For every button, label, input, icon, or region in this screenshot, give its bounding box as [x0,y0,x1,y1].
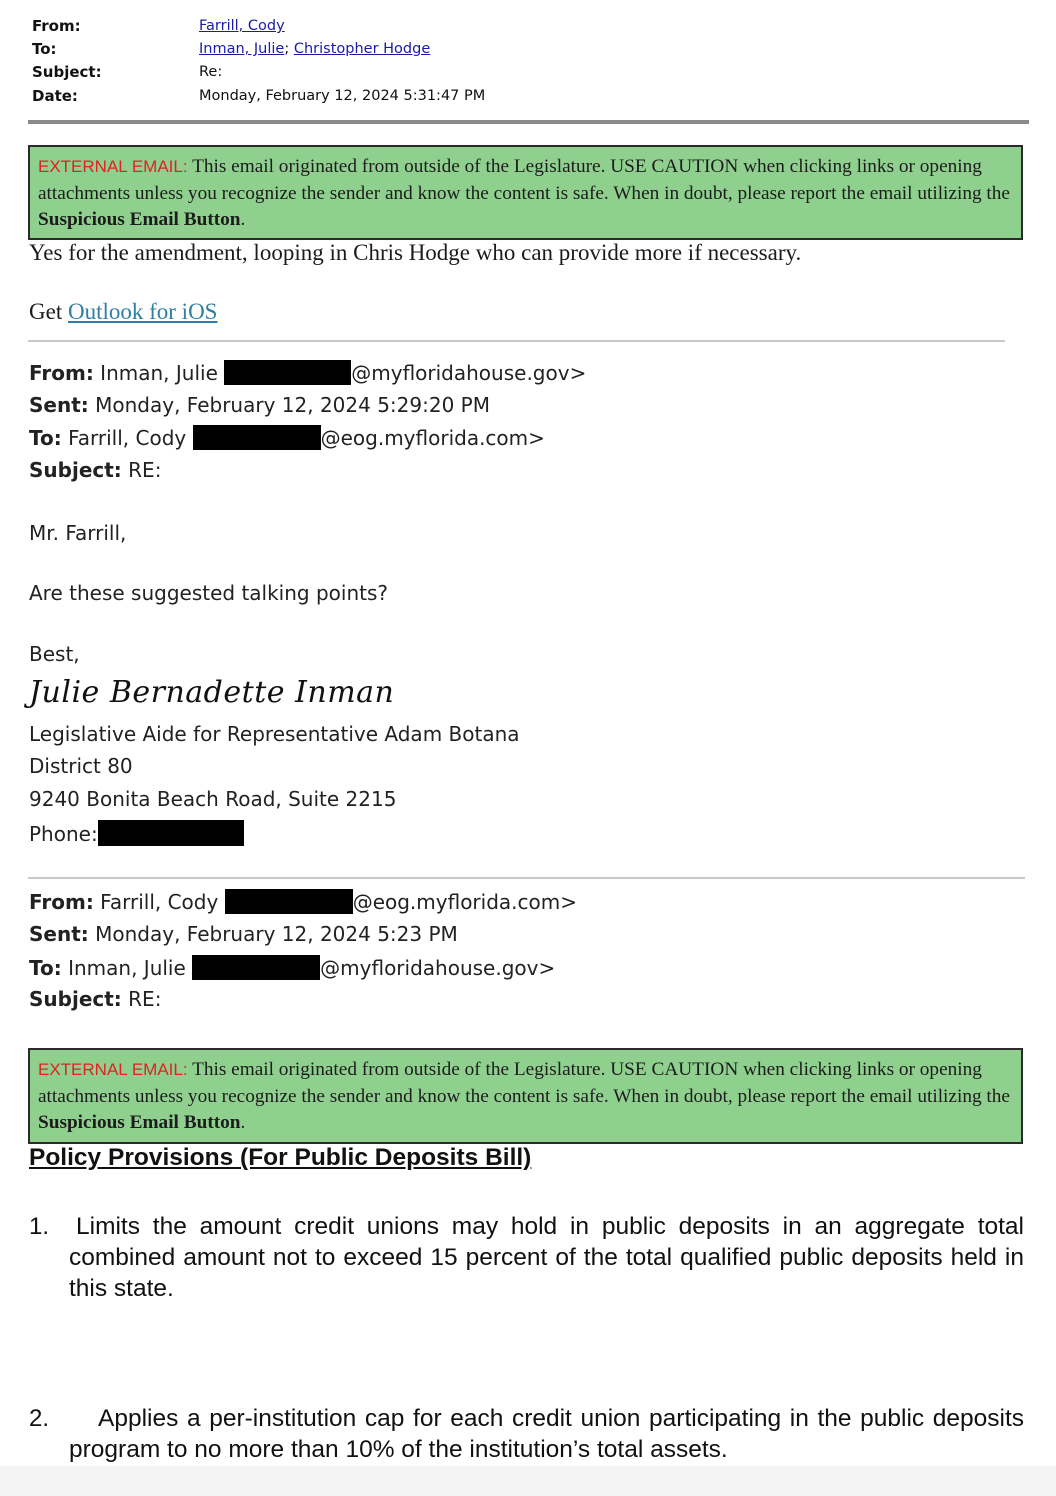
subject-label: Subject: [32,63,102,81]
email3-subject-label: Subject: [29,987,122,1011]
banner-text: This email originated from outside of the Legislature. USE CAUTION when clicking links or opening attachments unless you recognize the sender and know the content is safe. When in doubt, please report the email utilizing the [38,1059,1010,1107]
email2-greeting: Mr. Farrill, [29,521,127,545]
email3-from-label: From: [29,890,94,914]
banner-period: . [240,209,246,230]
banner-period: . [240,1112,246,1133]
email3-subject-value: RE: [121,987,162,1011]
external-email-tag: EXTERNAL EMAIL: [38,157,188,176]
to-separator: ; [284,41,290,57]
external-email-banner [28,1048,1023,1144]
suspicious-email-button-ref: Suspicious Email Button [38,1112,241,1133]
reply-divider [28,340,1005,342]
redaction-bar [224,360,351,385]
banner-text: This email originated from outside of the Legislature. USE CAUTION when clicking links or opening attachments unless you recognize the sender and know the content is safe. When in doubt, please report the email utilizing the [38,156,1010,204]
email2-to-name: Farrill, Cody [61,426,193,450]
to-link-hodge[interactable]: Christopher Hodge [293,41,431,57]
email3-subject-line [29,987,161,1011]
email2-question: Are these suggested talking points? [29,581,389,605]
email3-from-domain: @eog.myflorida.com> [352,890,577,914]
to-value [199,41,430,57]
to-link-inman[interactable]: Inman, Julie [199,41,285,57]
policy-item-text: Limits the amount credit unions may hold in public deposits in an aggregate total combined amount not to exceed 15 percent of the total qualified public deposits held in this state. [69,1213,1024,1302]
page-bottom-edge [0,1466,1056,1496]
from-value [199,18,285,34]
email3-sent-label: Sent: [29,922,89,946]
date-label: Date: [32,87,78,105]
redaction-bar [193,425,321,450]
policy-item-number: 1. [29,1213,50,1240]
policy-item-text: Applies a per-institution cap for each credit union participating in the public deposits program to no more than 10% of the institution’s total assets. [69,1405,1024,1463]
email3-to-line [29,955,555,980]
email2-sent-value: Monday, February 12, 2024 5:29:20 PM [88,393,490,417]
reply-body: Yes for the amendment, looping in Chris Hodge who can provide more if necessary. [29,240,802,265]
email3-sent-value: Monday, February 12, 2024 5:23 PM [88,922,458,946]
email2-subject-value: RE: [121,458,162,482]
from-label: From: [32,17,81,35]
redaction-bar [98,820,244,846]
email3-from-line [29,889,577,914]
subject-value: Re: [199,64,223,80]
external-email-banner [28,145,1023,240]
email3-sent-line [29,922,458,946]
outlook-ios-link[interactable]: Outlook for iOS [67,299,218,324]
email2-address: 9240 Bonita Beach Road, Suite 2215 [29,787,397,811]
to-label: To: [32,40,57,58]
email3-to-name: Inman, Julie [61,956,193,980]
email2-from-line [29,360,586,385]
date-value: Monday, February 12, 2024 5:31:47 PM [199,88,486,104]
email2-phone-line [29,820,244,846]
get-prefix: Get [29,299,68,324]
email2-from-label: From: [29,361,94,385]
email2-district: District 80 [29,754,133,778]
email2-sent-label: Sent: [29,393,89,417]
policy-item-number: 2. [29,1405,50,1432]
header-divider [28,120,1029,124]
from-link[interactable]: Farrill, Cody [199,18,285,34]
email3-to-label: To: [29,956,62,980]
email2-phone-label: Phone: [29,822,98,846]
suspicious-email-button-ref: Suspicious Email Button [38,209,241,230]
email2-sent-line [29,393,490,417]
redaction-bar [225,889,353,914]
email3-to-domain: @myfloridahouse.gov> [320,956,556,980]
email2-closing: Best, [29,642,80,666]
email3-from-name: Farrill, Cody [93,890,225,914]
email2-to-line [29,425,545,450]
email2-subject-line [29,458,161,482]
email2-from-domain: @myfloridahouse.gov> [351,361,587,385]
email2-from-name: Inman, Julie [93,361,225,385]
email2-title-line: Legislative Aide for Representative Adam Botana [29,722,520,746]
email2-to-label: To: [29,426,62,450]
redaction-bar [192,955,320,980]
outlook-line [29,299,217,325]
email2-signature: Julie Bernadette Inman [29,675,395,710]
email2-subject-label: Subject: [29,458,122,482]
email2-divider [28,877,1025,879]
email2-to-domain: @eog.myflorida.com> [320,426,545,450]
policy-title: Policy Provisions (For Public Deposits Bill) [29,1144,532,1171]
external-email-tag: EXTERNAL EMAIL: [38,1060,188,1079]
